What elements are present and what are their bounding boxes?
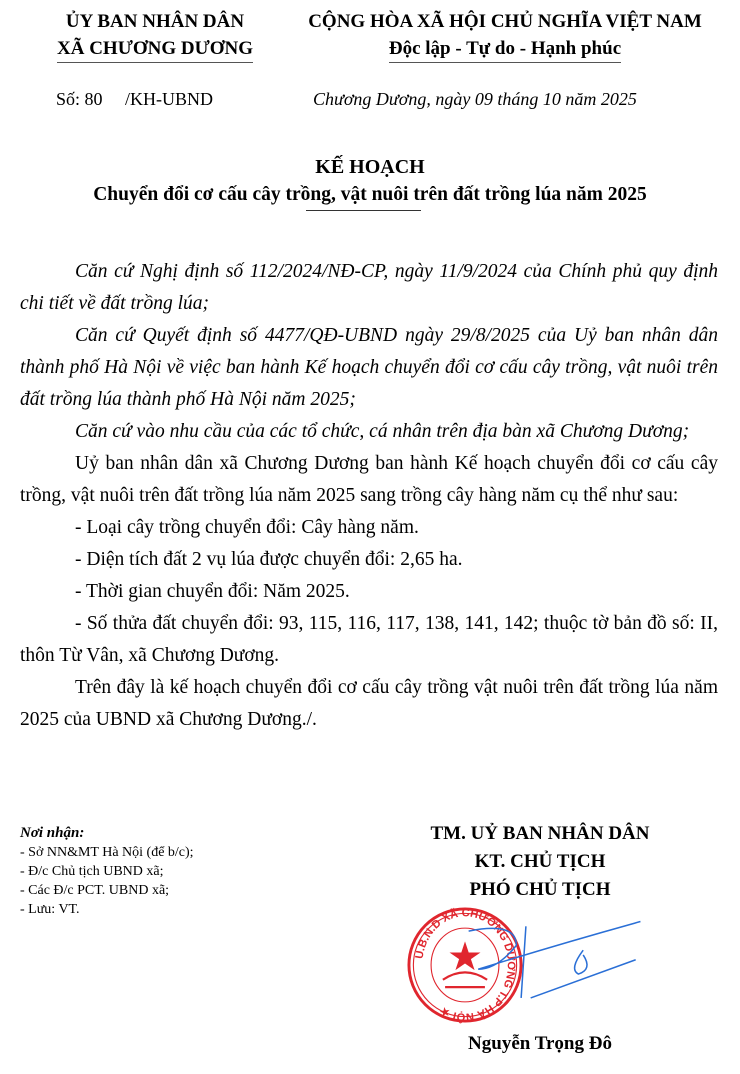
document-subtitle: Chuyển đổi cơ cấu cây trồng, vật nuôi trên đất trồng lúa năm 2025 — [93, 184, 647, 205]
seal-lettering: U.B.N.D XÃ CHƯƠNG DƯƠNG T.P HÀ NỘI ★ — [413, 907, 517, 1023]
signature-line2: KT. CHỦ TỊCH — [474, 851, 606, 872]
recipient-item: - Các Đ/c PCT. UBND xã; — [20, 883, 170, 898]
place-date: Chương Dương, ngày 09 tháng 10 năm 2025 — [313, 89, 637, 109]
intro-paragraph: Uỷ ban nhân dân xã Chương Dương ban hành Kế hoạch chuyển đổi cơ cấu cây trồng, vật nuôi trên đất trồng lúa năm 2025 sang trồng cây hàng năm cụ thể như sau: — [20, 453, 718, 506]
closing-paragraph: Trên đây là kế hoạch chuyển đổi cơ cấu cây trồng vật nuôi trên đất trồng lúa năm 2025 của UBND xã Chương Dương./. — [20, 677, 718, 730]
signature-block — [410, 820, 670, 904]
legal-basis-3: Căn cứ vào nhu cầu của các tổ chức, cá nhân trên địa bàn xã Chương Dương; — [75, 421, 690, 442]
detail-parcels: - Số thửa đất chuyển đổi: 93, 115, 116, 117, 138, 141, 142; thuộc tờ bản đồ số: II, thôn Từ Vân, xã Chương Dương. — [20, 613, 718, 666]
signature-line1: TM. UỶ BAN NHÂN DÂN — [430, 823, 650, 844]
document-body — [20, 256, 718, 736]
recipient-item: - Lưu: VT. — [20, 902, 80, 917]
recipient-item: - Sở NN&MT Hà Nội (để b/c); — [20, 845, 194, 860]
detail-area: - Diện tích đất 2 vụ lúa được chuyển đổi: 2,65 ha. — [75, 549, 463, 570]
signature-line3: PHÓ CHỦ TỊCH — [469, 879, 611, 900]
detail-crop-type: - Loại cây trồng chuyển đổi: Cây hàng năm. — [75, 517, 419, 538]
handwritten-signature — [440, 912, 650, 1017]
nation-line1: CỘNG HÒA XÃ HỘI CHỦ NGHĨA VIỆT NAM — [308, 11, 702, 32]
issuing-organization — [40, 8, 270, 63]
legal-basis-1: Căn cứ Nghị định số 112/2024/NĐ-CP, ngày 11/9/2024 của Chính phủ quy định chi tiết về đất trồng lúa; — [20, 261, 718, 314]
detail-time: - Thời gian chuyển đổi: Năm 2025. — [75, 581, 350, 602]
nation-line2: Độc lập - Tự do - Hạnh phúc — [389, 35, 621, 63]
national-motto — [270, 8, 740, 63]
recipient-item: - Đ/c Chủ tịch UBND xã; — [20, 864, 164, 879]
org-line1: ỦY BAN NHÂN DÂN — [65, 11, 245, 32]
title-divider — [306, 210, 421, 211]
legal-basis-2: Căn cứ Quyết định số 4477/QĐ-UBND ngày 29/8/2025 của Uỷ ban nhân dân thành phố Hà Nội về việc ban hành Kế hoạch chuyển đổi cơ cấu cây trồng, vật nuôi trên đất trồng lúa thành phố Hà Nội năm 2025; — [20, 325, 718, 410]
signer-name: Nguyễn Trọng Đô — [468, 1033, 612, 1054]
recipients-block — [20, 824, 194, 919]
recipients-label: Nơi nhận: — [20, 825, 85, 841]
document-number: Số: 80 /KH-UBND — [56, 89, 214, 109]
org-line2: XÃ CHƯƠNG DƯƠNG — [57, 35, 253, 63]
document-title: KẾ HOẠCH — [315, 156, 425, 178]
